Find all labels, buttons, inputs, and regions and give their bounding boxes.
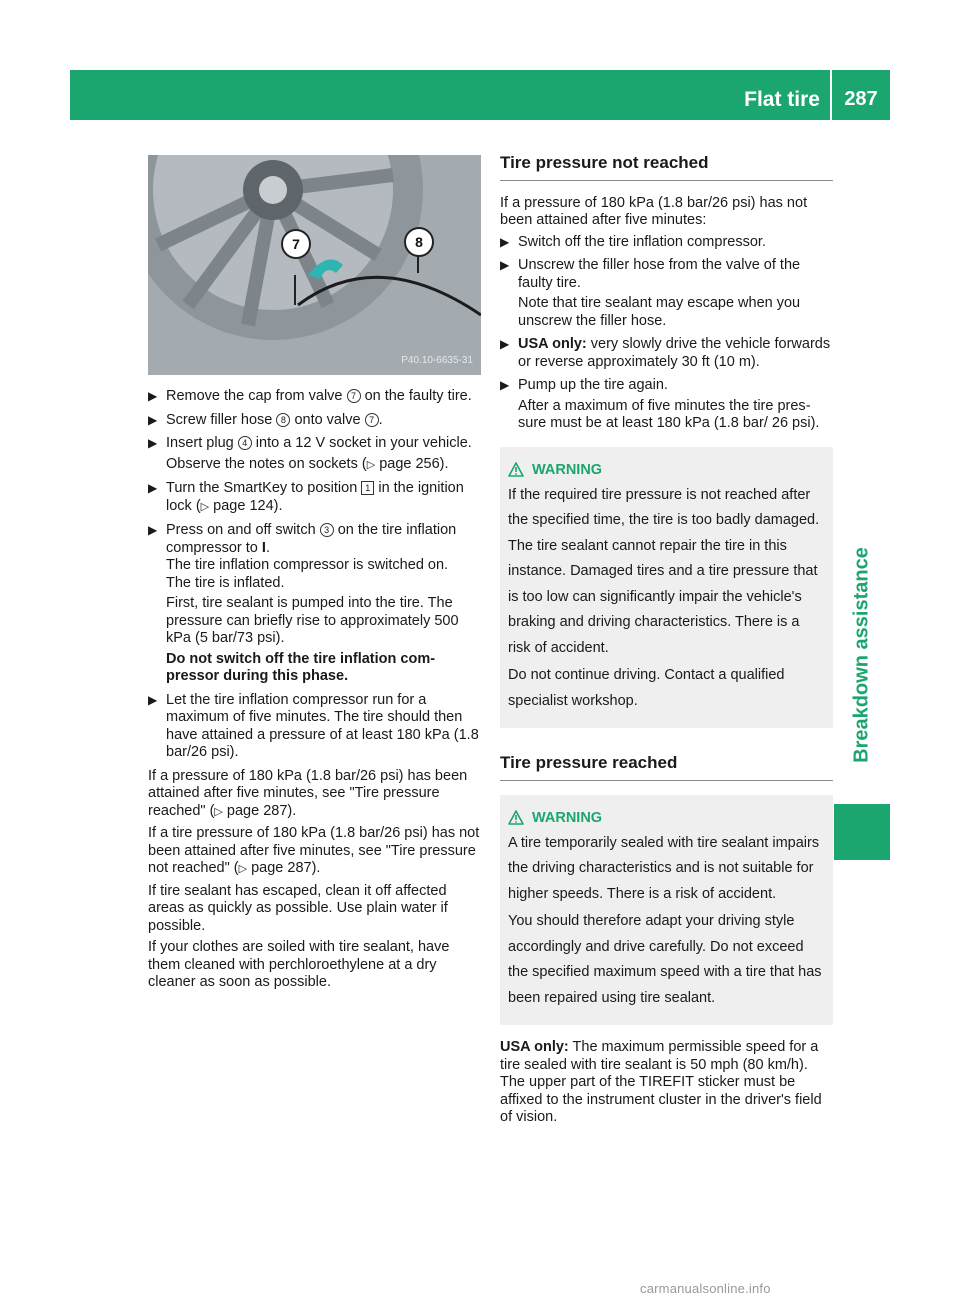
step-text: Insert plug [166, 435, 234, 451]
warning-triangle-icon [508, 462, 524, 477]
warning-text: You should therefore adapt your driving style accordingly and drive carefully. Do not exceed the specified maximum speed with a tire that has been repaired using tire sealant. [508, 913, 822, 1006]
paragraph-pressure-not-reached [148, 825, 481, 879]
section-title-reached: Tire pressure reached [500, 750, 833, 781]
page-header [70, 70, 890, 120]
warning-box-reached [500, 795, 833, 1026]
switch-position: I [261, 539, 266, 556]
step-arrow-icon: ▶ [500, 378, 510, 392]
warning-text: If the required tire pressure is not reached after the specified time, the tire is too badly damaged. The tire sealant cannot repair the tire in this instance. Damaged tires and a tire pressure that is too low can significantly impair the vehicle's braking and driving characteristics. There is a risk of accident. [508, 486, 820, 656]
punctuation: . [265, 539, 270, 556]
step-arrow-icon: ▶ [148, 481, 158, 495]
step-switch-off [500, 234, 833, 252]
bold-label: USA only: [500, 1039, 569, 1055]
side-tab-block [834, 804, 890, 860]
warning-header [508, 809, 825, 827]
wheel-illustration [148, 155, 481, 375]
page-ref-link[interactable]: page 287 [226, 802, 288, 819]
step-unscrew-hose [500, 257, 833, 330]
page-number: 287 [844, 87, 878, 110]
page-ref-arrow-icon: ▷ [366, 458, 376, 471]
step-drive-slowly [500, 336, 833, 371]
step-text: in the ignition lock ( [166, 480, 464, 514]
step-text: on the faulty tire. [364, 388, 472, 404]
warning-label: WARNING [532, 809, 603, 826]
wheel-figure [148, 155, 481, 375]
page-ref-link[interactable]: page 287 [251, 860, 312, 876]
callout-ref-7: 7 [347, 389, 361, 403]
step-text: Pump up the tire again. [518, 377, 668, 393]
page-ref-arrow-icon: ▷ [238, 863, 248, 875]
side-tab-label: Breakdown assistance [850, 547, 873, 763]
punctuation: ). [311, 860, 321, 876]
warning-triangle-icon [508, 810, 524, 825]
figure-code: P40.10-6635-31 [401, 354, 473, 366]
step-note: First, tire sealant is pumped into the tire. The pressure can briefly rise to approximately 500 kPa (5 bar/73 psi). [166, 595, 459, 646]
step-result: The tire is inflated. [166, 574, 285, 591]
punctuation: ). [439, 455, 449, 472]
step-press-switch [148, 522, 481, 686]
page-ref-link[interactable]: page 124 [213, 497, 274, 514]
step-arrow-icon: ▶ [148, 436, 158, 450]
step-text: on the tire inflation compressor to [166, 522, 457, 556]
warning-text: A tire temporarily sealed with tire sealant impairs the driving characteristics and is not suitable for higher speeds. There is a risk of accident. [508, 834, 820, 902]
left-column [148, 155, 481, 996]
para-text: If a tire pressure of 180 kPa (1.8 bar/26 psi) has not been attained after five minutes, see "Tire pressure not reached" ( [148, 825, 480, 876]
step-note [166, 456, 481, 475]
step-screw-hose [148, 412, 481, 430]
para-text: If a pressure of 180 kPa (1.8 bar/26 psi) has been attained after five minutes, see "Tire pressure reached" ( [148, 767, 468, 819]
step-text: onto valve [294, 411, 361, 428]
paragraph-sealant-escaped: If tire sealant has escaped, clean it off affected areas as quickly as possible. Use plain water if possible. [148, 882, 448, 934]
step-text: Remove the cap from valve [166, 388, 343, 404]
key-position-icon: 1 [361, 481, 374, 495]
step-note: After a maximum of five minutes the tire pressure must be at least 180 kPa (1.8 bar/ 26 psi). [518, 397, 820, 431]
section-intro: If a pressure of 180 kPa (1.8 bar/26 psi) has not been attained after five minutes: [500, 194, 808, 228]
step-arrow-icon: ▶ [500, 234, 510, 249]
step-text: very slowly drive the vehicle forwards or reverse approximately 30 ft (10 m). [518, 336, 831, 370]
step-arrow-icon: ▶ [500, 258, 510, 272]
warning-text: Do not continue driving. Contact a qualified specialist workshop. [508, 667, 785, 709]
warning-box-not-reached [500, 447, 833, 729]
step-text: Screw filler hose [166, 411, 273, 428]
step-arrow-icon: ▶ [148, 412, 158, 427]
step-pump-again [500, 377, 833, 433]
step-arrow-icon: ▶ [148, 389, 158, 403]
paragraph-pressure-reached [148, 768, 481, 822]
page-ref-arrow-icon: ▷ [214, 805, 223, 818]
punctuation: . [378, 411, 383, 428]
step-remove-cap [148, 388, 481, 406]
right-column [500, 150, 833, 1131]
callout-ref-3: 3 [320, 523, 334, 537]
step-text: Unscrew the filler hose from the valve of the faulty tire. [518, 257, 801, 291]
para-text: The maximum permissible speed for a tire sealed with tire sealant is 50 mph (80 km/h). The upper part of the TIREFIT sticker must be affixed to the instrument cluster in the driver's field of vision. [500, 1039, 822, 1125]
step-text: into a 12 V socket in your vehicle. [255, 435, 472, 451]
page-ref-arrow-icon: ▷ [200, 500, 210, 513]
step-arrow-icon: ▶ [148, 692, 158, 707]
warning-header [508, 461, 825, 479]
punctuation: ). [287, 802, 297, 819]
paragraph-clothes-soiled: If your clothes are soiled with tire sealant, have them cleaned with perchloroethylene at a dry cleaner as soon as possible. [148, 939, 450, 990]
step-text: Let the tire inflation compressor run for a maximum of five minutes. The tire should then have attained a pressure of at least 180 kPa (1.8 bar/26 psi). [166, 691, 479, 760]
section-title-not-reached: Tire pressure not reached [500, 150, 833, 181]
bold-notice: Do not switch off the tire inflation compressor during this phase. [166, 650, 436, 684]
step-insert-plug [148, 435, 481, 474]
callout-7: 7 [281, 229, 311, 259]
side-tab [834, 525, 890, 785]
callout-8: 8 [404, 227, 434, 257]
step-arrow-icon: ▶ [148, 523, 158, 537]
step-text: Press on and off switch [166, 522, 316, 538]
step-result: The tire inflation compressor is switched on. [166, 557, 449, 573]
warning-label: WARNING [532, 461, 603, 478]
header-title: Flat tire [744, 87, 820, 111]
step-note: Note that tire sealant may escape when you unscrew the filler hose. [518, 295, 801, 329]
paragraph-max-speed [500, 1039, 833, 1127]
watermark: carmanualsonline.info [640, 1281, 771, 1296]
note-text: Observe the notes on sockets ( [166, 455, 367, 472]
callout-ref-8: 8 [276, 413, 290, 427]
step-run-compressor [148, 692, 481, 762]
bold-label: USA only: [518, 336, 587, 352]
step-text: Switch off the tire inflation compressor. [518, 233, 766, 250]
callout-ref-7: 7 [365, 413, 379, 427]
step-text: Turn the SmartKey to position [166, 480, 358, 496]
step-arrow-icon: ▶ [500, 337, 510, 351]
callout-ref-4: 4 [238, 436, 252, 450]
step-turn-key [148, 480, 481, 516]
punctuation: ). [273, 497, 283, 514]
page-ref-link[interactable]: page 256 [379, 455, 440, 472]
